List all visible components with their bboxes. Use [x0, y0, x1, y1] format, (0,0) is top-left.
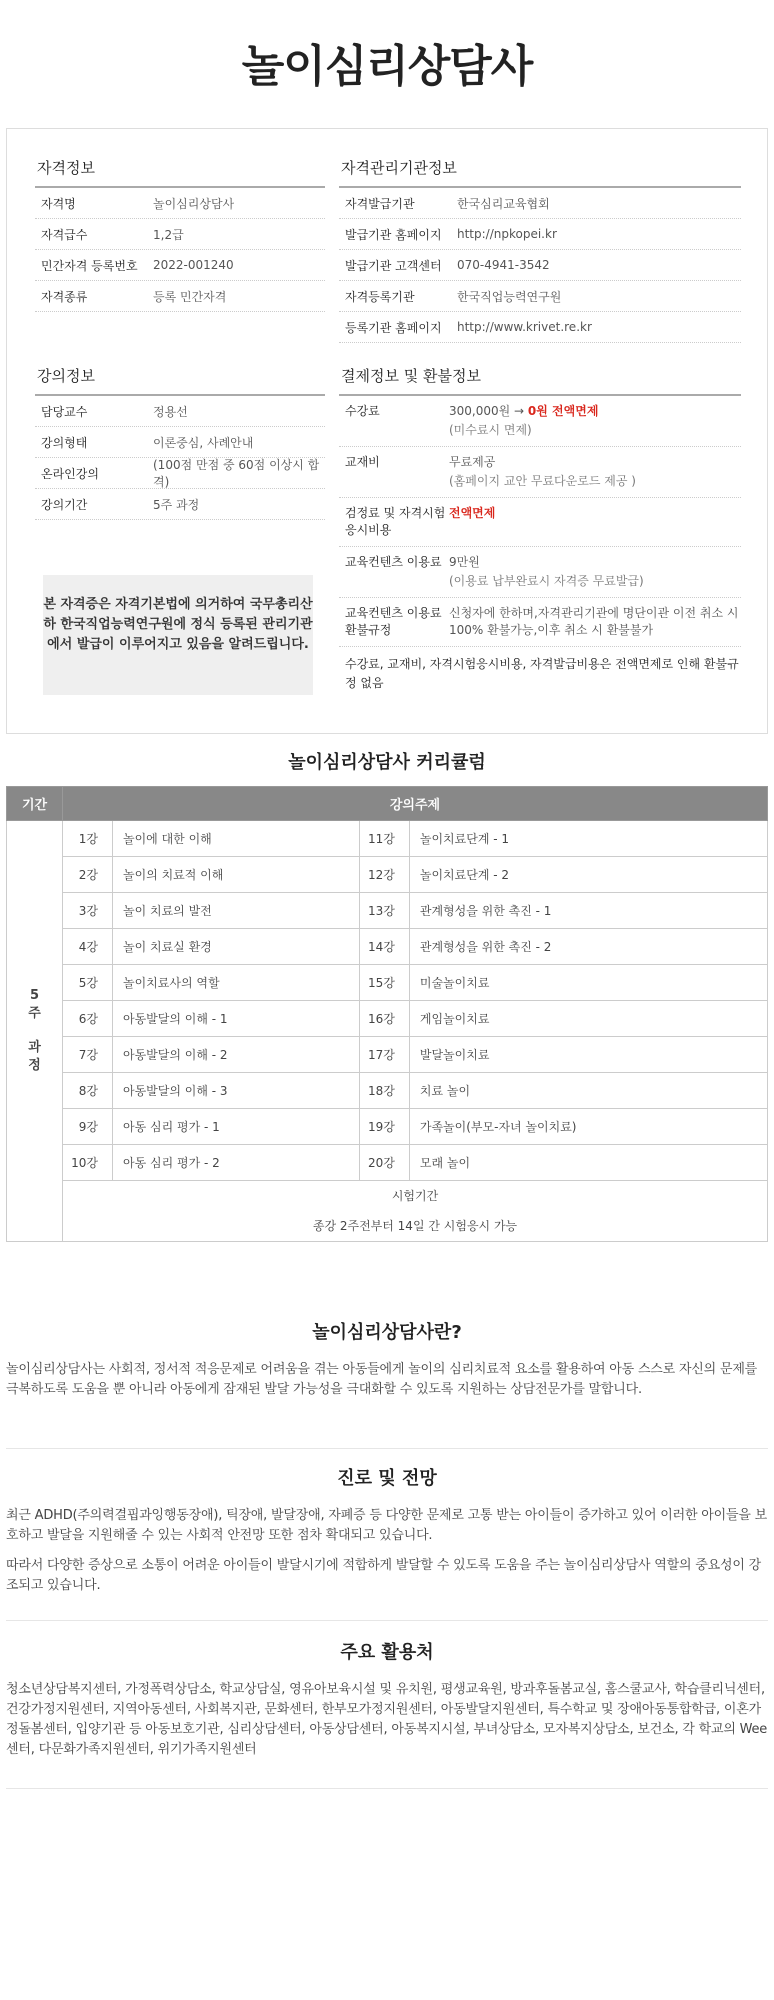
exam-fee-val: 전액면제 — [449, 506, 496, 520]
section-title: 결제정보 및 환불정보 — [339, 365, 741, 396]
info-value: http://www.krivet.re.kr — [457, 320, 592, 334]
info-key: 자격등록기관 — [345, 289, 415, 304]
info-key: 자격급수 — [41, 227, 88, 242]
info-row — [339, 281, 741, 312]
lecture-num: 14강 — [359, 929, 409, 965]
lecture-topic: 관계형성을 위한 촉진 - 1 — [409, 893, 767, 929]
exam-row — [7, 1181, 768, 1242]
lecture-num: 2강 — [63, 857, 113, 893]
lecture-num: 10강 — [63, 1145, 113, 1181]
lecture-num: 18강 — [359, 1073, 409, 1109]
curriculum-table — [6, 786, 768, 1242]
info-key: 자격종류 — [41, 289, 88, 304]
lecture-topic: 치료 놀이 — [409, 1073, 767, 1109]
exam-desc: 종강 2주전부터 14일 간 시험응시 가능 — [312, 1219, 518, 1233]
fee-price: 300,000원 → — [449, 404, 525, 418]
agency-info-list — [339, 188, 741, 343]
exam-fee-row — [339, 498, 741, 547]
info-value: 놀이심리상담사 — [153, 196, 235, 211]
curriculum-body — [7, 821, 768, 1242]
period-cell — [7, 821, 63, 1242]
cert-info-section — [35, 157, 325, 312]
lecture-num: 20강 — [359, 1145, 409, 1181]
info-row — [339, 250, 741, 281]
exam-fee-key: 검정료 및 자격시험 응시비용 — [345, 506, 446, 537]
info-value: 등록 민간자격 — [153, 289, 227, 304]
lecture-num: 8강 — [63, 1073, 113, 1109]
divider — [6, 1448, 768, 1449]
agency-info-section — [339, 157, 741, 343]
lecture-num: 13강 — [359, 893, 409, 929]
content-fee-row — [339, 547, 741, 598]
info-value: 이론중심, 사례안내 — [153, 435, 254, 450]
lecture-num: 11강 — [359, 821, 409, 857]
table-row — [7, 1001, 768, 1037]
lecture-num: 9강 — [63, 1109, 113, 1145]
info-row — [35, 458, 325, 489]
refund-note: 수강료, 교재비, 자격시험응시비용, 자격발급비용은 전액면제로 인해 환불규정 없음 — [345, 657, 739, 690]
period-course: 과정 — [28, 1040, 41, 1073]
lecture-num: 4강 — [63, 929, 113, 965]
info-key: 온라인강의 — [41, 466, 99, 481]
content-fee-value — [449, 553, 741, 589]
info-key: 발급기관 홈페이지 — [345, 227, 442, 242]
section-title: 자격관리기관정보 — [339, 157, 741, 188]
exam-title: 시험기간 — [391, 1189, 439, 1203]
material-value — [449, 453, 741, 489]
usage-section — [6, 1638, 768, 1770]
lecture-num: 3강 — [63, 893, 113, 929]
cert-info-list — [35, 188, 325, 312]
about-section — [6, 1318, 768, 1410]
lecture-topic: 아동 심리 평가 - 2 — [113, 1145, 360, 1181]
divider — [6, 1788, 768, 1789]
lecture-num: 5강 — [63, 965, 113, 1001]
info-value: 5주 과정 — [153, 497, 200, 512]
table-row — [7, 929, 768, 965]
about-title: 놀이심리상담사란? — [312, 1322, 462, 1343]
info-key: 자격발급기관 — [345, 196, 415, 211]
curriculum-title: 놀이심리상담사 커리큘럼 — [288, 752, 486, 773]
lecture-num: 19강 — [359, 1109, 409, 1145]
info-key: 담당교수 — [41, 404, 88, 419]
info-row — [35, 219, 325, 250]
info-row — [35, 281, 325, 312]
usage-title: 주요 활용처 — [340, 1642, 434, 1663]
fee-sub: (미수료시 면제) — [449, 423, 532, 437]
info-key: 강의기간 — [41, 497, 88, 512]
content-fee-sub: (이용료 납부완료시 자격증 무료발급) — [449, 574, 644, 588]
material-val: 무료제공 — [449, 455, 496, 469]
info-key: 등록기관 홈페이지 — [345, 320, 442, 335]
section-title: 강의정보 — [35, 365, 325, 396]
col-period: 기간 — [7, 787, 63, 821]
refund-value: 신청자에 한하며,자격관리기관에 명단이관 이전 취소 시 100% 환불가능,이후 취소 시 환불불가 — [449, 606, 739, 637]
info-value: 정용선 — [153, 404, 188, 419]
info-row — [35, 396, 325, 427]
lecture-topic: 아동발달의 이해 - 2 — [113, 1037, 360, 1073]
lecture-info-section — [35, 365, 325, 520]
lecture-num: 17강 — [359, 1037, 409, 1073]
refund-key: 교육컨텐츠 이용료 환불규정 — [345, 606, 442, 637]
lecture-topic: 관계형성을 위한 촉진 - 2 — [409, 929, 767, 965]
lecture-topic: 아동발달의 이해 - 3 — [113, 1073, 360, 1109]
table-row — [7, 1073, 768, 1109]
table-row — [7, 821, 768, 857]
lecture-num: 16강 — [359, 1001, 409, 1037]
info-row — [35, 427, 325, 458]
fee-row — [339, 396, 741, 447]
info-value: http://npkopei.kr — [457, 227, 557, 241]
lecture-topic: 아동발달의 이해 - 1 — [113, 1001, 360, 1037]
lecture-topic: 놀이에 대한 이해 — [113, 821, 360, 857]
info-value: (100점 만점 중 60점 이상시 합격) — [153, 458, 320, 489]
table-row — [7, 893, 768, 929]
fee-value — [449, 402, 741, 438]
lecture-topic: 모래 놀이 — [409, 1145, 767, 1181]
info-key: 발급기관 고객센터 — [345, 258, 442, 273]
payment-info-section — [339, 365, 741, 693]
lecture-topic: 아동 심리 평가 - 1 — [113, 1109, 360, 1145]
info-value: 2022-001240 — [153, 258, 234, 272]
lecture-topic: 놀이치료단계 - 2 — [409, 857, 767, 893]
period-weeks: 5주 — [28, 988, 41, 1021]
page-title: 놀이심리상담사 — [241, 41, 533, 92]
fee-key: 수강료 — [345, 404, 380, 418]
curriculum-header — [7, 787, 768, 821]
section-title: 자격정보 — [35, 157, 325, 188]
lecture-topic: 미술놀이치료 — [409, 965, 767, 1001]
fee-free: 0원 전액면제 — [527, 404, 599, 418]
info-row — [339, 188, 741, 219]
info-box — [6, 128, 768, 734]
info-value: 070-4941-3542 — [457, 258, 550, 272]
info-row — [35, 489, 325, 520]
lecture-num: 15강 — [359, 965, 409, 1001]
lecture-info-list — [35, 396, 325, 520]
table-row — [7, 965, 768, 1001]
table-row — [7, 857, 768, 893]
info-row — [35, 188, 325, 219]
material-sub: (홈페이지 교안 무료다운로드 제공 ) — [449, 474, 636, 488]
lecture-num: 1강 — [63, 821, 113, 857]
info-row — [339, 312, 741, 343]
lecture-topic: 놀이치료사의 역할 — [113, 965, 360, 1001]
info-value: 한국직업능력연구원 — [457, 289, 562, 304]
lecture-num: 6강 — [63, 1001, 113, 1037]
exam-cell — [63, 1181, 768, 1242]
material-key: 교재비 — [345, 455, 380, 469]
career-section — [6, 1464, 768, 1606]
info-key: 강의형태 — [41, 435, 88, 450]
lecture-topic: 놀이치료단계 - 1 — [409, 821, 767, 857]
lecture-num: 7강 — [63, 1037, 113, 1073]
material-row — [339, 447, 741, 498]
lecture-topic: 놀이의 치료적 이해 — [113, 857, 360, 893]
usage-text: 청소년상담복지센터, 가정폭력상담소, 학교상담실, 영유아보육시설 및 유치원, 평생교육원, 방과후돌봄교실, 홈스쿨교사, 학습클리닉센터, 건강가정지원센터, 지역아동센터, 사회복지관, 문화센터, 한부모가정지원센터, 아동발달지원센터, 특수학교 및 장애아동통합학급, 이혼가정돌봄센터, 입양기관 등 아동보호기관, 심리상담센터, 아동상담센터, 아동복지시설, 부녀상담소, 모자복지상담소, 보건소, 각 학교의 Wee센터, 다문화가족지원센터, 위기가족지원센터 — [6, 1682, 768, 1757]
lecture-topic: 발달놀이치료 — [409, 1037, 767, 1073]
divider — [6, 1620, 768, 1621]
lecture-topic: 가족놀이(부모-자녀 놀이치료) — [409, 1109, 767, 1145]
exam-fee-value — [449, 504, 741, 521]
career-title: 진로 및 전망 — [337, 1468, 437, 1489]
info-value: 한국심리교육협회 — [457, 196, 550, 211]
info-key: 자격명 — [41, 196, 76, 211]
lecture-topic: 놀이 치료실 환경 — [113, 929, 360, 965]
refund-row — [339, 598, 741, 647]
notice-box: 본 자격증은 자격기본법에 의거하여 국무총리산하 한국직업능력연구원에 정식 등록된 관리기관에서 발급이 이루어지고 있음을 알려드립니다. — [43, 575, 313, 695]
info-row — [339, 219, 741, 250]
table-row — [7, 1145, 768, 1181]
info-value: 1,2급 — [153, 227, 184, 242]
content-fee-key: 교육컨텐츠 이용료 — [345, 555, 442, 569]
info-row — [35, 250, 325, 281]
career-p1: 최근 ADHD(주의력결핍과잉행동장애), 틱장애, 발달장애, 자폐증 등 다양한 문제로 고통 받는 아이들이 증가하고 있어 이러한 아이들을 보호하고 발달을 지원해줄 수 있는 사회적 안전망 또한 점차 확대되고 있습니다. — [6, 1508, 768, 1543]
info-key: 민간자격 등록번호 — [41, 258, 138, 273]
content-fee-val: 9만원 — [449, 555, 480, 569]
lecture-topic: 놀이 치료의 발전 — [113, 893, 360, 929]
col-topic: 강의주제 — [63, 787, 768, 821]
about-text: 놀이심리상담사는 사회적, 정서적 적응문제로 어려움을 겪는 아동들에게 놀이의 심리치료적 요소를 활용하여 아동 스스로 자신의 문제를 극복하도록 도움을 뿐 아니라 아동에게 잠재된 발달 가능성을 극대화할 수 있도록 지원하는 상담전문가를 말합니다. — [6, 1362, 758, 1397]
table-row — [7, 1037, 768, 1073]
lecture-topic: 게임놀이치료 — [409, 1001, 767, 1037]
lecture-num: 12강 — [359, 857, 409, 893]
table-row — [7, 1109, 768, 1145]
career-p2: 따라서 다양한 증상으로 소통이 어려운 아이들이 발달시기에 적합하게 발달할 수 있도록 도움을 주는 놀이심리상담사 역할의 중요성이 강조되고 있습니다. — [6, 1558, 761, 1593]
